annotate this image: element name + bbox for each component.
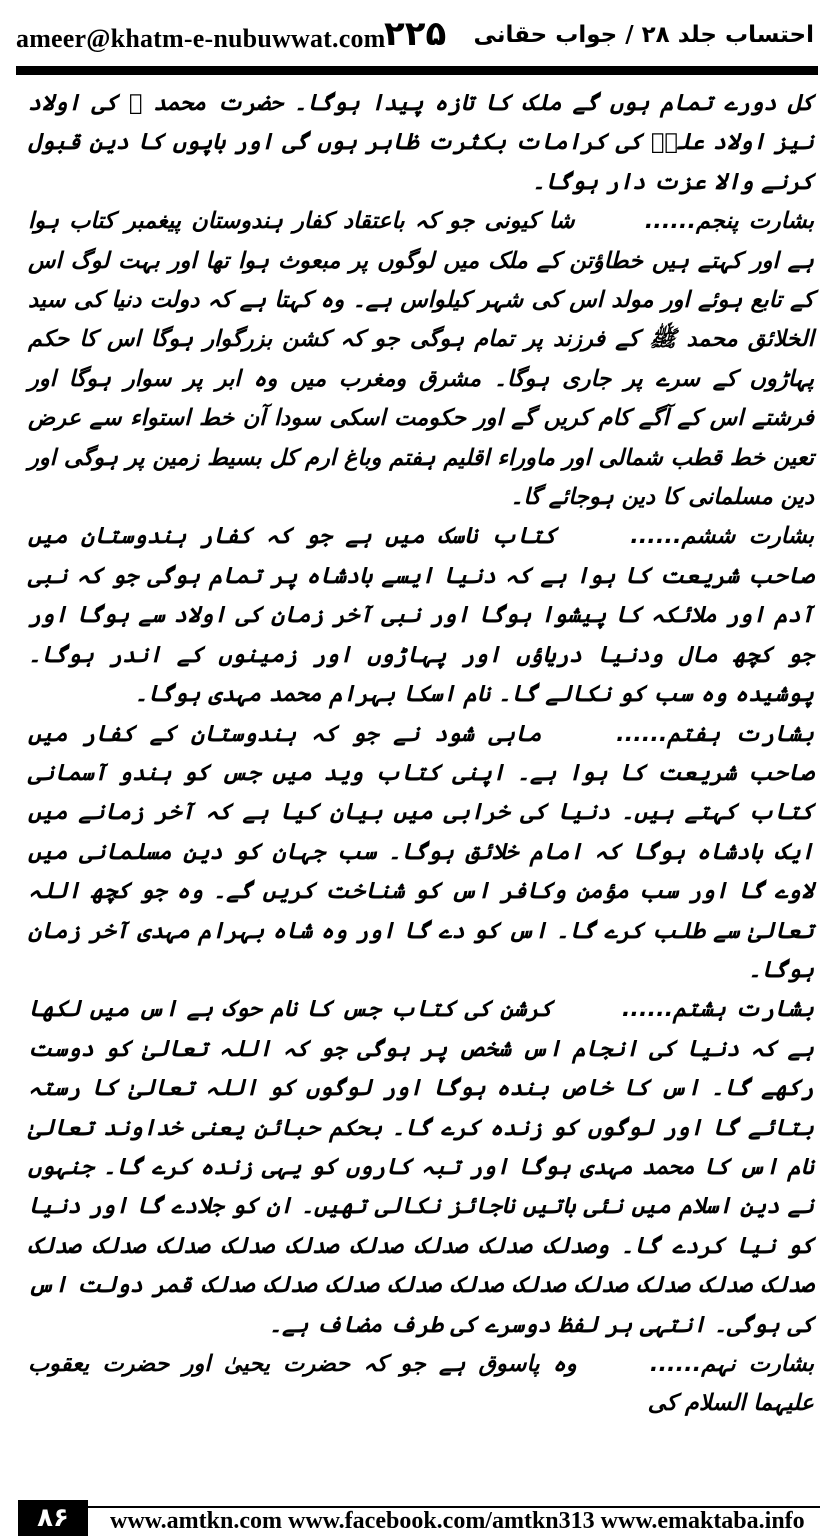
paragraph (28, 990, 814, 1345)
paragraph (28, 715, 814, 991)
header-email: ameer@khatm-e-nubuwwat.com (16, 24, 386, 53)
paragraph-text: کل دورے تمام ہوں گے ملک کا تازہ پیدا ہوگا۔ حضرت محمد ﷺ کی اولاد نیز اولاد علیؓ کی کرامات بکثرت ظاہر ہوں گی اور باپوں کا دین قبول کرنے والا عزت دار ہوگا۔ (28, 90, 814, 195)
paragraph-text: کتاب ناسک میں ہے جو کہ کفار ہندوستان میں صاحب شریعت کا ہوا ہے کہ دنیا ایسے بادشاہ پر تمام ہوگی جو کہ نبی آدم اور ملائکہ کا پیشوا ہوگا اور نبی آخر زمان کی اولاد سے ہوگا اور جو کچھ مال ودنیا دریاؤں اور پہاڑوں اور زمینوں کے اندر ہوگا۔ پوشیدہ وہ سب کو نکالے گا۔ نام اسکا بہرام محمد مہدی ہوگا۔ (28, 523, 814, 708)
paragraph-label: بشارت نہم...... (636, 1351, 814, 1377)
paragraph-label: بشارت ششم...... (616, 523, 815, 550)
header-running-title: احتساب جلد ۲۸ / جواب حقانی (473, 22, 814, 48)
body-text (28, 84, 814, 1424)
paragraph-label: بشارت پنجم...... (634, 208, 814, 235)
paragraph-text: کرشن کی کتاب جس کا نام حوک ہے اس میں لکھا ہے کہ دنیا کی انجام اس شخص پر ہوگی جو کہ اللہ تعالیٰ کو دوست رکھے گا۔ اس کا خاص بندہ ہوگا اور لوگوں کو اللہ تعالیٰ کا رستہ بتائے گا اور لوگوں کو زندہ کرے گا۔ بحکم حبائن یعنی خداوند تعالیٰ نام اس کا محمد مہدی ہوگا اور تبہ کاروں کو یہی زندہ کرے گا۔ جنہوں نے دین اسلام میں نئی باتیں ناجائز نکالی تھیں۔ ان کو جلادے گا اور دنیا کو نیا کردے گا۔ وصدلک صدلک صدلک صدلک صدلک صدلک صدلک صدلک صدلک صدلک صدلک صدلک صدلک صدلک صدلک صدلک صدلک صدلک صدلک قمر دولت اس کی ہوگی۔ انتہی ہر لفظ دوسرے کی طرف مضاف ہے۔ (28, 996, 814, 1338)
paragraph-text: ماہی شود نے جو کہ ہندوستان کے کفار میں صاحب شریعت کا ہوا ہے۔ اپنی کتاب وید میں جس کو ہندو آسمانی کتاب کہتے ہیں۔ دنیا کی خرابی میں بیان کیا ہے کہ آخر زمانے میں ایک بادشاہ ہوگا کہ امام خلائق ہوگا۔ سب جہان کو دین مسلمانی میں لاوے گا اور سب مؤمن وکافر اس کو شناخت کریں گے۔ وہ جو کچھ اللہ تعالیٰ سے طلب کرے گا۔ اس کو دے گا اور وہ شاہ بہرام مہدی آخر زمان ہوگا۔ (28, 720, 814, 983)
footer-urls: www.amtkn.com www.facebook.com/amtkn313 www.emaktaba.info (110, 1508, 805, 1534)
paragraph (28, 202, 814, 517)
header-rule (16, 66, 818, 75)
paragraph-label: بشارت ہشتم...... (612, 996, 814, 1023)
page-footer (18, 1500, 820, 1538)
footer-page-number: ۸۶ (18, 1500, 88, 1536)
paragraph (28, 517, 814, 714)
paragraph-text: شا کیونی جو کہ باعتقاد کفار ہندوستان پیغمبر کتاب ہوا ہے اور کہتے ہیں خطاؤتن کے ملک میں لوگوں پر مبعوث ہوا تھا اور بہت لوگ اس کے تابع ہوئے اور مولد اس کی شہر کیلواس ہے۔ وہ کہتا ہے کہ دولت دنیا کی سید الخلائق محمد ﷺ کے فرزند پر تمام ہوگی جو کہ کشن بزرگوار ہوگا اس کا حکم پہاڑوں کے سرے پر جاری ہوگا۔ مشرق ومغرب میں وہ ابر پر سوار ہوگا اور فرشتے اس کے آگے کام کریں گے اور حکومت اسکی سودا آن خط استواء سے عرض تعین خط قطب شمالی اور ماوراء اقلیم ہفتم وباغ ارم کل بسیط زمین پر ہوگی اور دین مسلمانی کا دین ہوجائے گا۔ (28, 208, 814, 511)
header-page-number: ۲۲۵ (384, 14, 447, 54)
paragraph (28, 1345, 814, 1424)
paragraph (28, 84, 814, 202)
paragraph-text: وہ پاسوق ہے جو کہ حضرت یحییٰ اور حضرت یعقوب علیہما السلام کی (28, 1351, 814, 1417)
page-header (16, 12, 814, 68)
paragraph-label: بشارت ہفتم...... (601, 720, 814, 747)
